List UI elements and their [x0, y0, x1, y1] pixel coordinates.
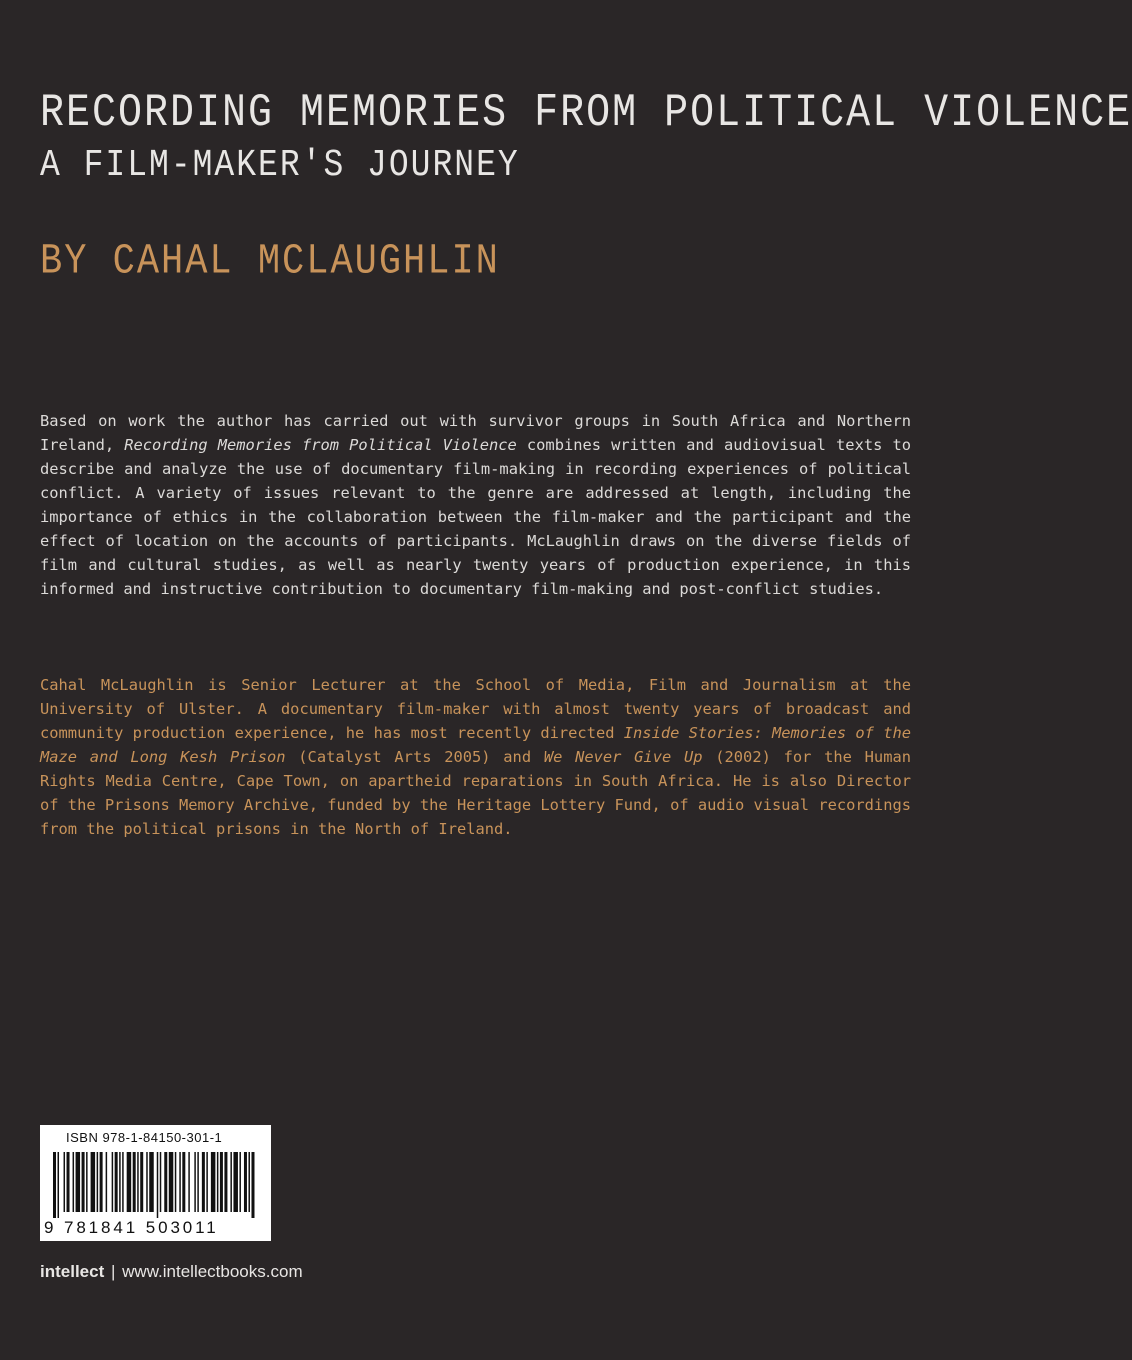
book-title: RECORDING MEMORIES FROM POLITICAL VIOLENCE [40, 88, 1132, 140]
bio-film-title-1: Inside Stories: Memories of the Maze and Long Kesh Prison [40, 724, 912, 766]
barcode-bar [64, 1152, 66, 1212]
barcode-bar [76, 1152, 81, 1212]
publisher-name: intellect [40, 1262, 105, 1281]
barcode-bar [239, 1152, 241, 1212]
barcode-bar [127, 1152, 132, 1212]
barcode-bar [119, 1152, 121, 1212]
barcode-bar [149, 1152, 154, 1212]
author-byline: BY CAHAL MCLAUGHLIN [40, 238, 500, 287]
publisher-imprint [40, 1262, 303, 1282]
barcode-bar [133, 1152, 136, 1212]
publisher-website[interactable]: www.intellectbooks.com [122, 1262, 303, 1281]
barcode-bar [146, 1152, 148, 1212]
barcode-bar [244, 1152, 247, 1212]
barcode-bar [122, 1152, 124, 1212]
bio-film-title-2: We Never Give Up [543, 748, 703, 766]
barcode-bar [160, 1152, 162, 1212]
bio-text-2: (Catalyst Arts 2005) and [285, 748, 544, 766]
barcode-bars [53, 1152, 259, 1218]
barcode-bar [248, 1152, 250, 1212]
bio-text-1: Cahal McLaughlin is Senior Lecturer at the School of Media, Film and Journalism at the University of Ulster. A documentary film-maker with almost twenty years of broadcast and community production experience, he has most recently directed [40, 676, 911, 742]
description-book-title: Recording Memories from Political Violence [124, 436, 517, 454]
barcode-bar [188, 1152, 190, 1212]
barcode-box [40, 1125, 271, 1241]
barcode-bar [86, 1152, 88, 1212]
bio-text-3: (2002) for the Human Rights Media Centre, Cape Town, on apartheid reparations in South Africa. He is also Director of the Prisons Memory Archive, funded by the Heritage Lottery Fund, of audio visual recordings from the political prisons in the North of Ireland. [40, 748, 911, 838]
barcode-bar [106, 1152, 108, 1212]
barcode-bar [206, 1152, 208, 1212]
barcode-bar [97, 1152, 99, 1212]
barcode-bar [115, 1152, 118, 1212]
barcode-bar [58, 1152, 60, 1218]
barcode-bar [169, 1152, 174, 1212]
imprint-separator: | [110, 1262, 116, 1281]
author-bio [40, 673, 911, 841]
barcode-bar [179, 1152, 181, 1212]
barcode-bar [175, 1152, 177, 1212]
barcode-bar [164, 1152, 167, 1212]
barcode-bar [220, 1152, 223, 1212]
description-text-2: combines written and audiovisual texts to describe and analyze the use of documentary film-making in recording experiences of political conflict. A variety of issues relevant to the genre are addressed at length, including the importance of ethics in the collaboration between the film-maker and the participant and the effect of location on the accounts of participants. McLaughlin draws on the diverse fields of film and cultural studies, as well as nearly twenty years of production experience, in this informed and instructive contribution to documentary film-making and post-conflict studies. [40, 436, 912, 598]
barcode-bar [211, 1152, 216, 1212]
barcode-bar [82, 1152, 85, 1212]
barcode-bar [112, 1152, 114, 1212]
barcode-bar [140, 1152, 143, 1212]
barcode-bar [182, 1152, 185, 1212]
barcode-bar [194, 1152, 196, 1212]
description-text-1: Based on work the author has carried out with survivor groups in South Africa and Northern Ireland, [40, 412, 911, 454]
barcode-bar [202, 1152, 205, 1212]
barcode-bar [157, 1152, 159, 1218]
barcode-bar [91, 1152, 96, 1212]
book-subtitle: A FILM-MAKER'S JOURNEY [40, 144, 520, 187]
barcode-bar [230, 1152, 232, 1212]
barcode-bar [53, 1152, 56, 1218]
barcode-digits: 9 781841 503011 [44, 1218, 219, 1237]
barcode-bar [233, 1152, 238, 1212]
barcode-bar [197, 1152, 199, 1212]
book-description [40, 409, 911, 601]
barcode-bar [137, 1152, 139, 1212]
barcode-bar [224, 1152, 227, 1212]
isbn-label: ISBN 978-1-84150-301-1 [66, 1130, 223, 1145]
barcode-bar [217, 1152, 219, 1212]
barcode-bar [251, 1152, 254, 1218]
barcode-bar [67, 1152, 70, 1212]
barcode-bar [100, 1152, 103, 1212]
barcode-bar [73, 1152, 75, 1212]
